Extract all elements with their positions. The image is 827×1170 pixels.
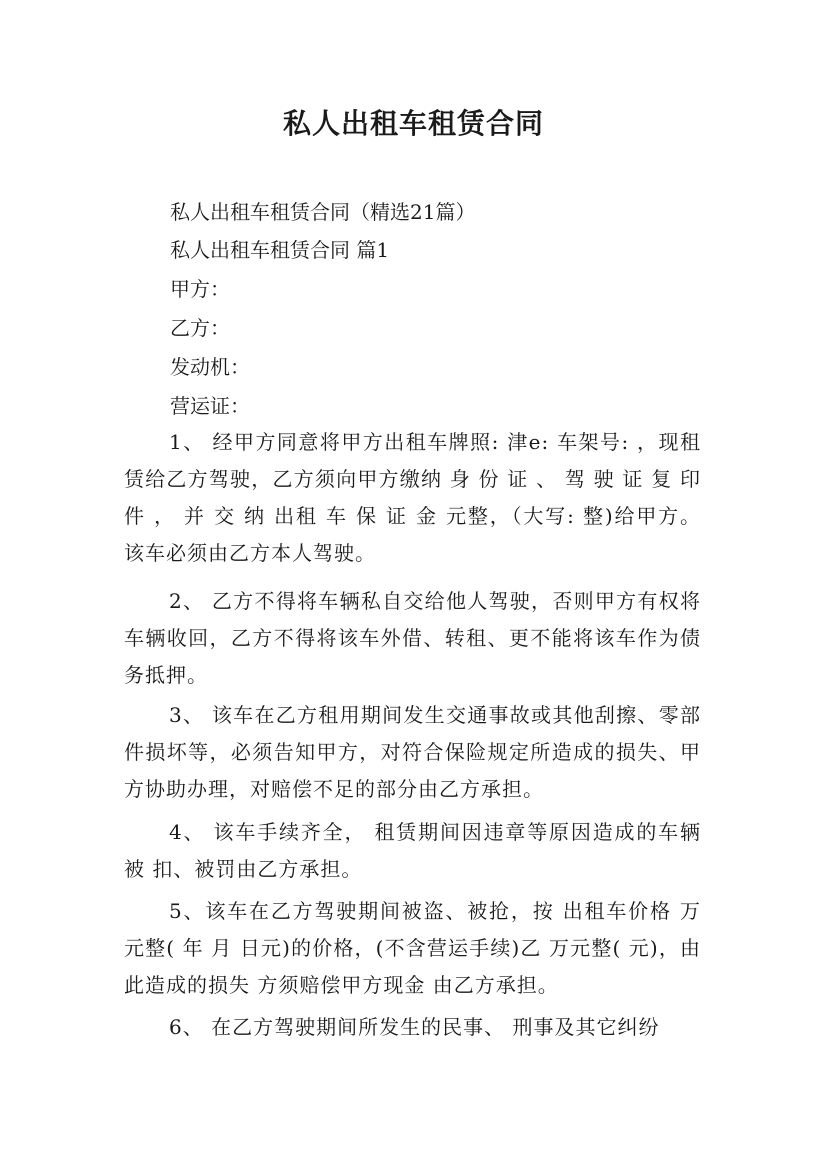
- operation-permit-label: 营运证：: [170, 394, 250, 418]
- subtitle-line: 私人出租车租赁合同（精选21篇）: [170, 200, 476, 224]
- clause-1: 1、 经甲方同意将甲方出租车牌照: 津e: 车架号: ，现租赁给乙方驾驶，乙方须向甲方缴纳 身 份 证 、 驾 驶 证 复 印 件 ， 并 交 纳 出租 车 保 证 金 元整，（大写: 整)给甲方。 该车必须由乙方本人驾驶。: [124, 430, 701, 565]
- party-b-label: 乙方：: [170, 316, 230, 340]
- clause-5: 5、该车在乙方驾驶期间被盗、被抢，按 出租车价格 万元整( 年 月 日元)的价格，(不含营运手续)乙 万元整( 元)，由此造成的损失 方须赔偿甲方现金 由乙方承担。: [124, 899, 701, 997]
- party-a-label: 甲方：: [170, 277, 230, 301]
- clause-4: 4、 该车手续齐全， 租赁期间因违章等原因造成的车辆被 扣、被罚由乙方承担。: [124, 820, 701, 881]
- engine-label: 发动机：: [170, 355, 250, 379]
- section-heading: 私人出租车租赁合同 篇1: [170, 238, 390, 262]
- document-title: 私人出租车租赁合同: [282, 107, 544, 140]
- clause-2: 2、 乙方不得将车辆私自交给他人驾驶，否则甲方有权将车辆收回，乙方不得将该车外借、转租、更不能将该车作为债务抵押。: [124, 589, 701, 687]
- clause-6: 6、 在乙方驾驶期间所发生的民事、 刑事及其它纠纷: [169, 1015, 660, 1039]
- clause-3: 3、 该车在乙方租用期间发生交通事故或其他刮擦、零部 件损坏等，必须告知甲方，对符合保险规定所造成的损失、甲方协助办理，对赔偿不足的部分由乙方承担。: [124, 703, 701, 801]
